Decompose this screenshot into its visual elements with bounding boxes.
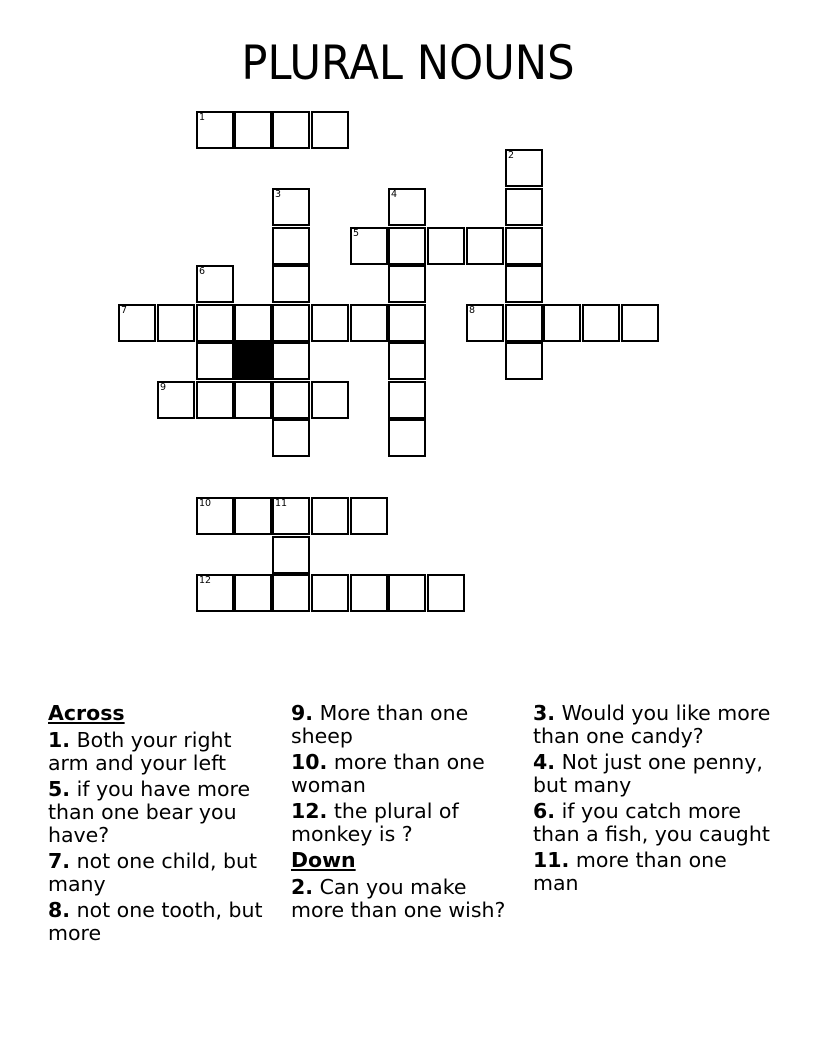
grid-cell[interactable]	[272, 536, 310, 574]
grid-cell[interactable]	[272, 497, 310, 535]
grid-cell[interactable]	[388, 381, 426, 419]
grid-cell[interactable]	[505, 342, 543, 380]
clue-column-2	[291, 702, 516, 925]
clue-across-8: 8. not one tooth, but more	[48, 898, 263, 945]
grid-cell[interactable]	[466, 304, 504, 342]
grid-cell[interactable]	[388, 574, 426, 612]
grid-cell[interactable]	[196, 342, 234, 380]
grid-cell[interactable]	[196, 265, 234, 303]
grid-cell[interactable]	[118, 304, 156, 342]
grid-cell[interactable]	[272, 304, 310, 342]
grid-cell[interactable]	[543, 304, 581, 342]
grid-cell[interactable]	[196, 381, 234, 419]
grid-cell[interactable]	[311, 381, 349, 419]
clue-number: 7	[121, 305, 128, 316]
grid-cell[interactable]	[272, 419, 310, 457]
clue-down-3: 3. Would you like more than one candy?	[533, 701, 771, 748]
clue-across-9: 9. More than one sheep	[291, 701, 469, 748]
grid-cell[interactable]	[388, 342, 426, 380]
grid-cell[interactable]	[311, 574, 349, 612]
grid-cell[interactable]	[427, 574, 465, 612]
grid-cell[interactable]	[505, 149, 543, 187]
grid-cell[interactable]	[466, 227, 504, 265]
grid-cell[interactable]	[388, 265, 426, 303]
grid-cell[interactable]	[505, 304, 543, 342]
clue-number: 1	[199, 112, 206, 123]
clue-across-1: 1. Both your right arm and your left	[48, 728, 232, 775]
grid-cell[interactable]	[234, 497, 272, 535]
grid-cell[interactable]	[388, 304, 426, 342]
grid-cell[interactable]	[272, 381, 310, 419]
clue-across-7: 7. not one child, but many	[48, 849, 258, 896]
clue-across-10: 10. more than one woman	[291, 750, 485, 797]
puzzle-title: PLURAL NOUNS	[241, 36, 575, 91]
clue-number: 10	[199, 498, 212, 509]
black-cell	[234, 342, 272, 380]
clue-across-12: 12. the plural of monkey is ?	[291, 799, 459, 846]
clue-down-2: 2. Can you make more than one wish?	[291, 875, 506, 922]
grid-cell[interactable]	[234, 381, 272, 419]
across-heading: Across	[48, 701, 125, 725]
grid-cell[interactable]	[157, 304, 195, 342]
grid-cell[interactable]	[272, 111, 310, 149]
grid-cell[interactable]	[272, 342, 310, 380]
grid-cell[interactable]	[272, 188, 310, 226]
clue-down-4: 4. Not just one penny, but many	[533, 750, 763, 797]
grid-cell[interactable]	[505, 188, 543, 226]
grid-cell[interactable]	[427, 227, 465, 265]
grid-cell[interactable]	[196, 304, 234, 342]
clue-number: 6	[199, 266, 206, 277]
grid-cell[interactable]	[234, 574, 272, 612]
clue-number: 12	[199, 575, 212, 586]
grid-cell[interactable]	[350, 304, 388, 342]
grid-cell[interactable]	[234, 304, 272, 342]
clue-down-6: 6. if you catch more than a fish, you caught	[533, 799, 770, 846]
clue-number: 2	[508, 150, 515, 161]
clue-number: 3	[275, 189, 282, 200]
grid-cell[interactable]	[311, 304, 349, 342]
clue-across-5: 5. if you have more than one bear you have?	[48, 777, 251, 847]
grid-cell[interactable]	[621, 304, 659, 342]
grid-cell[interactable]	[350, 574, 388, 612]
grid-cell[interactable]	[311, 497, 349, 535]
clue-column-1	[48, 702, 268, 948]
grid-cell[interactable]	[196, 497, 234, 535]
grid-cell[interactable]	[234, 111, 272, 149]
grid-cell[interactable]	[196, 574, 234, 612]
grid-cell[interactable]	[350, 227, 388, 265]
grid-cell[interactable]	[272, 227, 310, 265]
grid-cell[interactable]	[505, 265, 543, 303]
grid-cell[interactable]	[582, 304, 620, 342]
grid-cell[interactable]	[388, 188, 426, 226]
clue-number: 8	[469, 305, 476, 316]
grid-cell[interactable]	[350, 497, 388, 535]
grid-cell[interactable]	[388, 419, 426, 457]
down-heading: Down	[291, 848, 356, 872]
grid-cell[interactable]	[157, 381, 195, 419]
grid-cell[interactable]	[311, 111, 349, 149]
clue-down-11: 11. more than one man	[533, 848, 727, 895]
grid-cell[interactable]	[272, 265, 310, 303]
grid-cell[interactable]	[196, 111, 234, 149]
grid-cell[interactable]	[505, 227, 543, 265]
clue-number: 5	[353, 228, 360, 239]
grid-cell[interactable]	[272, 574, 310, 612]
clue-column-3	[533, 702, 773, 898]
grid-cell[interactable]	[388, 227, 426, 265]
clue-number: 9	[160, 382, 167, 393]
clue-number: 4	[391, 189, 398, 200]
clue-number: 11	[275, 498, 288, 509]
